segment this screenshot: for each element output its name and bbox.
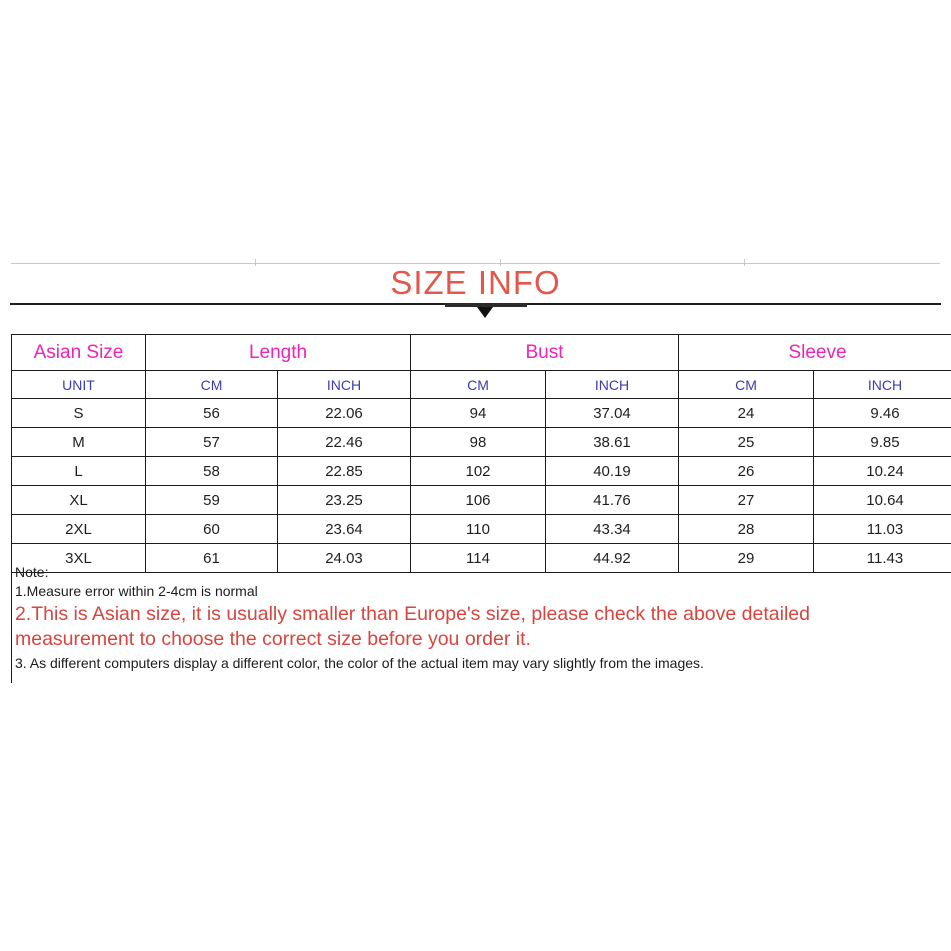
size-table-container — [11, 334, 951, 573]
cell-length-inch: 22.06 — [278, 399, 411, 428]
unit-header-length-cm: CM — [146, 371, 278, 399]
cell-length-cm: 60 — [146, 515, 278, 544]
cell-bust-inch: 37.04 — [546, 399, 679, 428]
table-row — [12, 515, 951, 544]
table-unit-header-row — [12, 371, 951, 399]
cell-length-cm: 61 — [146, 544, 278, 573]
cell-size: 2XL — [12, 515, 146, 544]
table-group-header-row — [12, 335, 951, 371]
cell-sleeve-inch: 11.43 — [814, 544, 951, 573]
group-header-bust: Bust — [411, 335, 679, 371]
cell-sleeve-inch: 9.85 — [814, 428, 951, 457]
cell-bust-inch: 41.76 — [546, 486, 679, 515]
cell-length-inch: 23.25 — [278, 486, 411, 515]
cell-length-cm: 56 — [146, 399, 278, 428]
unit-header-bust-inch: INCH — [546, 371, 679, 399]
chevron-down-icon — [477, 307, 493, 318]
cell-size: L — [12, 457, 146, 486]
cell-sleeve-inch: 9.46 — [814, 399, 951, 428]
group-header-asian-size: Asian Size — [12, 335, 146, 371]
note-item-1: 1.Measure error within 2-4cm is normal — [15, 583, 258, 599]
page-title: SIZE INFO — [390, 264, 561, 301]
cell-bust-inch: 40.19 — [546, 457, 679, 486]
cell-size: S — [12, 399, 146, 428]
cell-sleeve-inch: 10.24 — [814, 457, 951, 486]
notes-heading: Note: — [15, 564, 49, 580]
cell-length-inch: 23.64 — [278, 515, 411, 544]
cell-bust-cm: 98 — [411, 428, 546, 457]
table-row — [12, 428, 951, 457]
cell-bust-cm: 106 — [411, 486, 546, 515]
cell-sleeve-cm: 29 — [679, 544, 814, 573]
group-header-sleeve: Sleeve — [679, 335, 951, 371]
group-header-length: Length — [146, 335, 411, 371]
cell-size: 3XL — [12, 544, 146, 573]
notes-section — [11, 563, 941, 683]
cell-sleeve-cm: 24 — [679, 399, 814, 428]
cell-bust-inch: 44.92 — [546, 544, 679, 573]
unit-header-sleeve-cm: CM — [679, 371, 814, 399]
cell-sleeve-inch: 10.64 — [814, 486, 951, 515]
cell-sleeve-cm: 27 — [679, 486, 814, 515]
cell-length-inch: 24.03 — [278, 544, 411, 573]
cell-bust-cm: 102 — [411, 457, 546, 486]
cell-sleeve-cm: 25 — [679, 428, 814, 457]
cell-sleeve-cm: 26 — [679, 457, 814, 486]
cell-bust-cm: 110 — [411, 515, 546, 544]
table-row — [12, 399, 951, 428]
cell-bust-inch: 38.61 — [546, 428, 679, 457]
size-chart-table — [11, 334, 951, 573]
cell-length-inch: 22.46 — [278, 428, 411, 457]
unit-header-length-inch: INCH — [278, 371, 411, 399]
cell-bust-cm: 94 — [411, 399, 546, 428]
cell-length-cm: 57 — [146, 428, 278, 457]
cell-bust-inch: 43.34 — [546, 515, 679, 544]
unit-header-unit: UNIT — [12, 371, 146, 399]
table-row — [12, 457, 951, 486]
unit-header-sleeve-inch: INCH — [814, 371, 951, 399]
cell-bust-cm: 114 — [411, 544, 546, 573]
cell-size: XL — [12, 486, 146, 515]
title-block — [0, 258, 951, 320]
table-row — [12, 486, 951, 515]
cell-length-inch: 22.85 — [278, 457, 411, 486]
cell-length-cm: 58 — [146, 457, 278, 486]
cell-sleeve-inch: 11.03 — [814, 515, 951, 544]
note-item-2: 2.This is Asian size, it is usually smaller than Europe's size, please check the above detailed measurement to choose the correct size before you order it. — [15, 603, 810, 650]
note-item-3: 3. As different computers display a different color, the color of the actual item may vary slightly from the images. — [15, 655, 704, 671]
unit-header-bust-cm: CM — [411, 371, 546, 399]
cell-sleeve-cm: 28 — [679, 515, 814, 544]
cell-length-cm: 59 — [146, 486, 278, 515]
cell-size: M — [12, 428, 146, 457]
